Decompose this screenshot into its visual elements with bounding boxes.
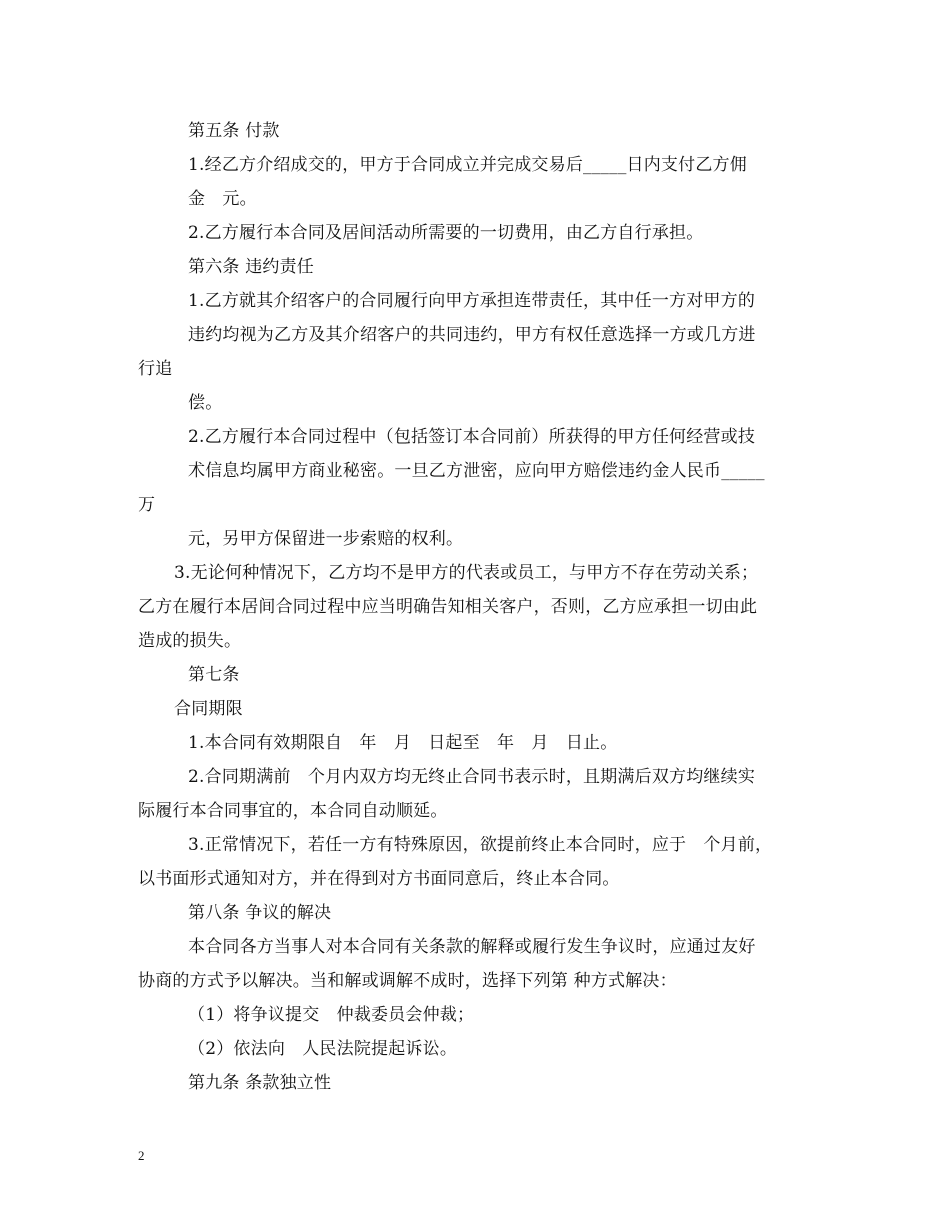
article-7-clause-3-cont: 以书面形式通知对方，并在得到对方书面同意后，终止本合同。: [138, 869, 620, 889]
article-6-clause-2-cont-3: 元，另甲方保留进一步索赔的权利。: [188, 529, 464, 549]
article-7-clause-1: 1.本合同有效期限自 年 月 日起至 年 月 日止。: [188, 733, 618, 753]
article-6-heading: 第六条 违约责任: [188, 257, 315, 277]
page-number: 2: [138, 1148, 145, 1163]
article-9-heading: 第九条 条款独立性: [188, 1073, 332, 1093]
article-6-clause-2-cont-1: 术信息均属甲方商业秘密。一旦乙方泄密，应向甲方赔偿违约金人民币_____: [188, 461, 765, 481]
article-8-body-cont: 协商的方式予以解决。当和解或调解不成时，选择下列第 种方式解决：: [138, 971, 677, 991]
article-8-option-1: （1）将争议提交 仲裁委员会仲裁；: [188, 1005, 475, 1025]
article-7-clause-3: 3.正常情况下，若任一方有特殊原因，欲提前终止本合同时，应于 个月前，: [188, 835, 773, 855]
article-5-clause-1-cont: 金 元。: [188, 189, 257, 209]
article-8-body: 本合同各方当事人对本合同有关条款的解释或履行发生争议时，应通过友好: [188, 937, 756, 957]
article-6-clause-1-cont-3: 偿。: [188, 393, 223, 413]
article-6-clause-2-cont-2: 万: [138, 495, 156, 515]
article-8-heading: 第八条 争议的解决: [188, 903, 332, 923]
article-6-clause-1-cont-2: 行追: [138, 359, 173, 379]
article-5-heading: 第五条 付款: [188, 121, 280, 141]
article-5-clause-2: 2.乙方履行本合同及居间活动所需要的一切费用，由乙方自行承担。: [188, 223, 704, 243]
article-6-clause-3: 3.无论何种情况下，乙方均不是甲方的代表或员工，与甲方不存在劳动关系；: [174, 563, 759, 583]
article-6-clause-1-cont-1: 违约均视为乙方及其介绍客户的共同违约，甲方有权任意选择一方或几方进: [188, 325, 756, 345]
article-7-clause-2-cont: 际履行本合同事宜的，本合同自动顺延。: [138, 801, 448, 821]
article-6-clause-3-cont-1: 乙方在履行本居间合同过程中应当明确告知相关客户，否则，乙方应承担一切由此: [138, 597, 758, 617]
article-7-clause-2: 2.合同期满前 个月内双方均无终止合同书表示时，且期满后双方均继续实: [188, 767, 756, 787]
article-7-heading: 第七条: [188, 665, 240, 685]
article-6-clause-3-cont-2: 造成的损失。: [138, 631, 242, 651]
article-6-clause-1: 1.乙方就其介绍客户的合同履行向甲方承担连带责任，其中任一方对甲方的: [188, 291, 756, 311]
article-7-title: 合同期限: [174, 699, 243, 719]
article-6-clause-2: 2.乙方履行本合同过程中（包括签订本合同前）所获得的甲方任何经营或技: [188, 427, 756, 447]
article-5-clause-1: 1.经乙方介绍成交的，甲方于合同成立并完成交易后_____日内支付乙方佣: [188, 155, 747, 175]
article-8-option-2: （2）依法向 人民法院提起诉讼。: [188, 1039, 458, 1059]
